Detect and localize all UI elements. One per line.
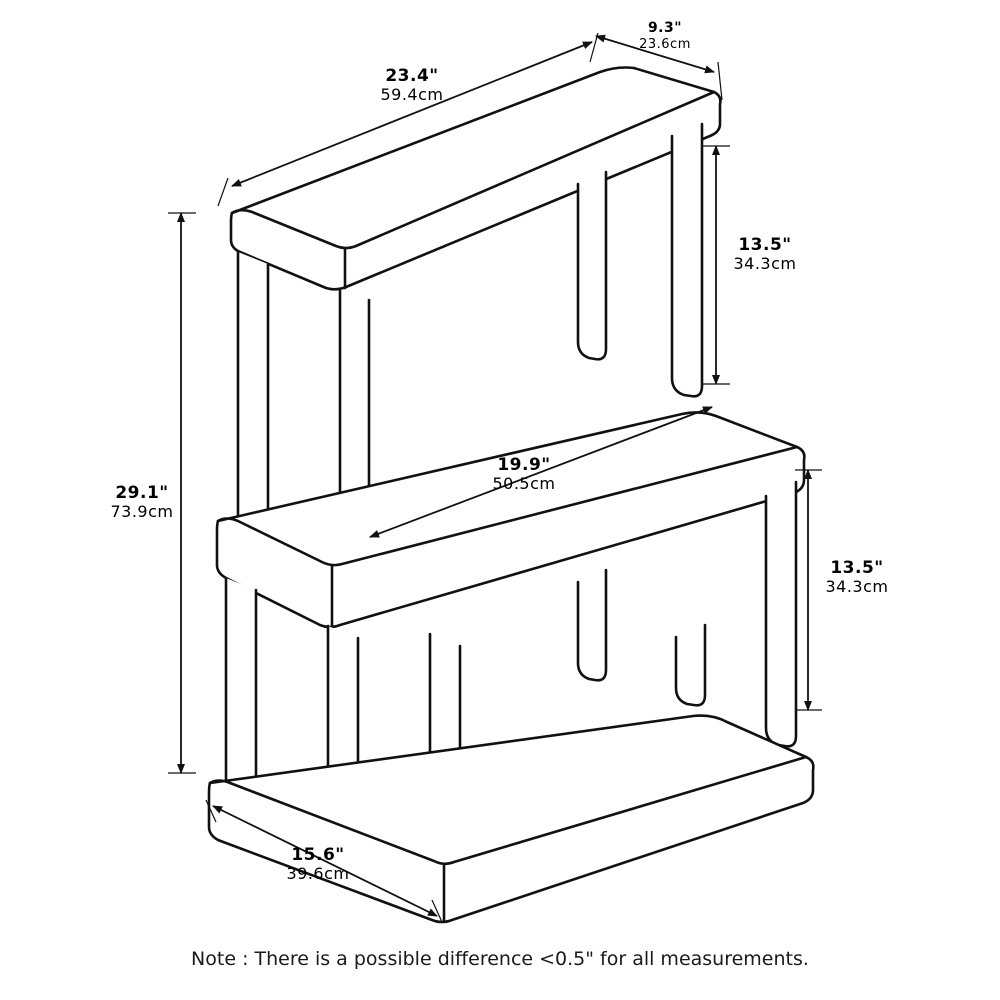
dimension-value-imperial: 13.5": [738, 235, 792, 255]
dimension-value-metric: 34.3cm: [825, 577, 889, 597]
dimension-value-imperial: 15.6": [291, 845, 345, 865]
dimension-value-metric: 34.3cm: [733, 254, 797, 274]
measurement-note: Note : There is a possible difference <0.5" for all measurements.: [191, 948, 809, 970]
dimension-label-bottom-shelf-width: [248, 845, 388, 884]
dimension-label-middle-shelf-width: [434, 455, 614, 494]
shelf-unit-illustration: [209, 68, 813, 923]
bottom-shelf-board: [209, 716, 813, 922]
dimension-value-metric: 50.5cm: [492, 474, 556, 494]
dimension-value-imperial: 23.4": [385, 66, 439, 86]
dimension-label-upper-tier-height: [700, 235, 830, 274]
dimension-value-imperial: 9.3": [647, 20, 683, 36]
dimension-value-imperial: 13.5": [830, 558, 884, 578]
dimension-value-metric: 23.6cm: [639, 36, 691, 52]
dimension-label-overall-height: [82, 483, 202, 522]
dimension-label-top-shelf-width: [312, 66, 512, 105]
dimension-value-imperial: 29.1": [115, 483, 169, 503]
middle-shelf-board: [217, 412, 804, 627]
dimension-value-metric: 59.4cm: [380, 85, 444, 105]
dimension-label-shelf-depth: [595, 20, 735, 52]
dimension-label-lower-tier-height: [792, 558, 922, 597]
dimension-value-metric: 39.6cm: [286, 864, 350, 884]
dimension-value-metric: 73.9cm: [110, 502, 174, 522]
dimension-value-imperial: 19.9": [497, 455, 551, 475]
